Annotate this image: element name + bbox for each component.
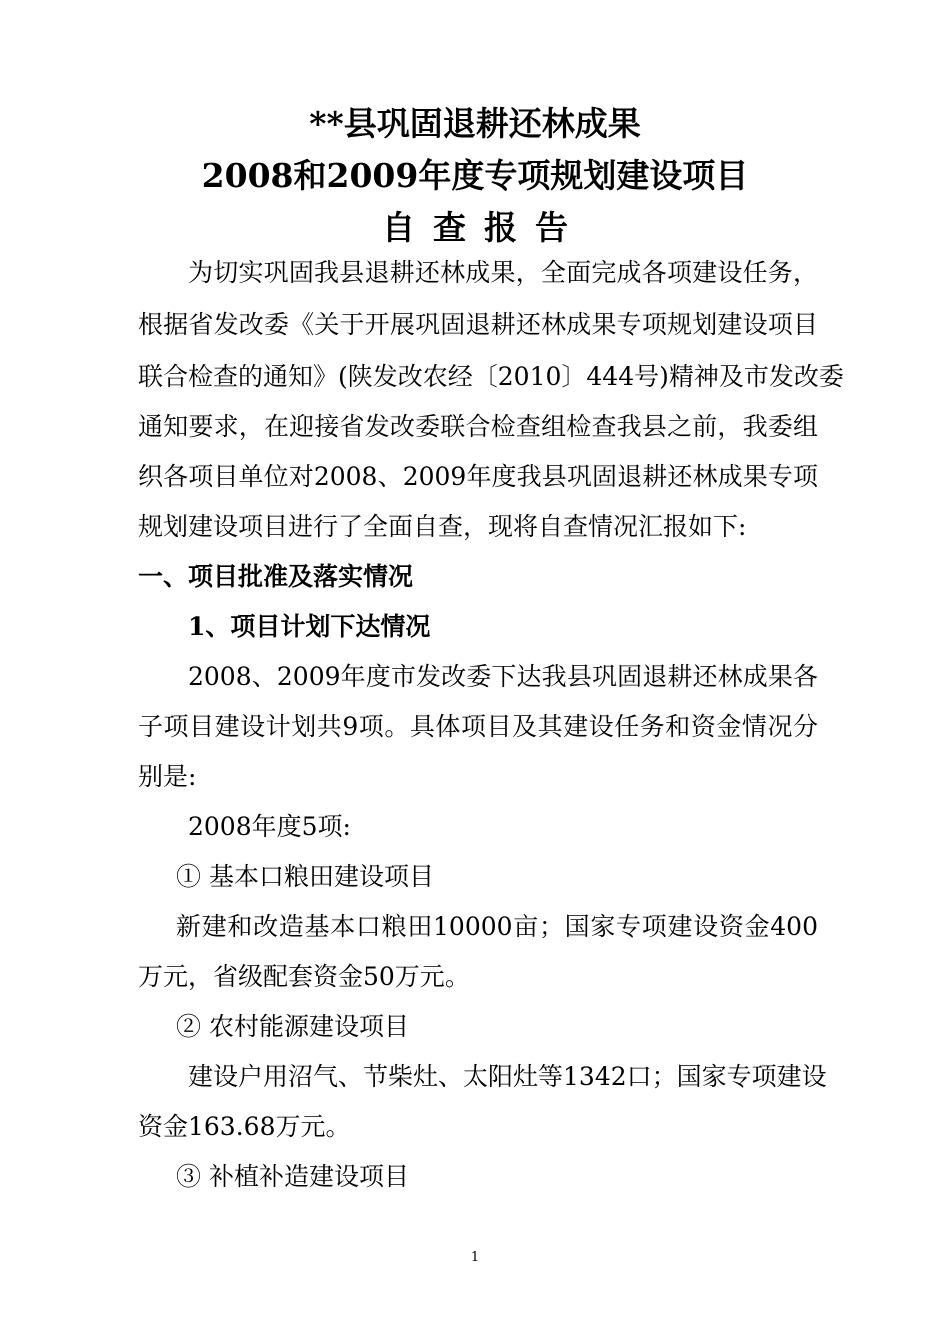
plan-line-3: 别是: xyxy=(138,762,197,791)
item-3-title: ③ 补植补造建设项目 xyxy=(176,1162,409,1191)
item-2-line-1: 建设户用沼气、节柴灶、太阳灶等1342口；国家专项建设 xyxy=(188,1062,827,1091)
item-1-title: ① 基本口粮田建设项目 xyxy=(176,862,434,891)
title-line-2: 2008和2009年度专项规划建设项目 xyxy=(201,156,749,195)
section-1-heading: 一、项目批准及落实情况 xyxy=(138,562,414,591)
page-number: 1 xyxy=(470,1250,480,1265)
item-1-line-2: 万元，省级配套资金50万元。 xyxy=(138,962,470,991)
item-1-line-1: 新建和改造基本口粮田10000亩；国家专项建设资金400 xyxy=(176,912,818,941)
intro-line-6: 规划建设项目进行了全面自查，现将自查情况汇报如下: xyxy=(138,512,747,541)
year-2008-label: 2008年度5项: xyxy=(188,812,351,841)
item-2-line-2: 资金163.68万元。 xyxy=(138,1112,351,1141)
plan-line-1: 2008、2009年度市发改委下达我县巩固退耕还林成果各 xyxy=(188,662,818,691)
plan-line-2: 子项目建设计划共9项。具体项目及其建设任务和资金情况分 xyxy=(138,712,818,741)
intro-line-1: 为切实巩固我县退耕还林成果，全面完成各项建设任务， xyxy=(188,258,818,287)
intro-line-5: 织各项目单位对2008、2009年度我县巩固退耕还林成果专项 xyxy=(138,462,818,491)
title-line-3: 自查报告 xyxy=(382,208,586,247)
intro-line-3: 联合检查的通知》(陕发改农经〔2010〕444号)精神及市发改委 xyxy=(138,362,844,391)
item-2-title: ② 农村能源建设项目 xyxy=(176,1012,409,1041)
intro-line-2: 根据省发改委《关于开展巩固退耕还林成果专项规划建设项目 xyxy=(138,310,818,339)
intro-line-4: 通知要求，在迎接省发改委联合检查组检查我县之前，我委组 xyxy=(138,412,818,441)
subsection-1-heading: 1、项目计划下达情况 xyxy=(188,612,431,641)
title-line-1: **县巩固退耕还林成果 xyxy=(309,104,641,143)
